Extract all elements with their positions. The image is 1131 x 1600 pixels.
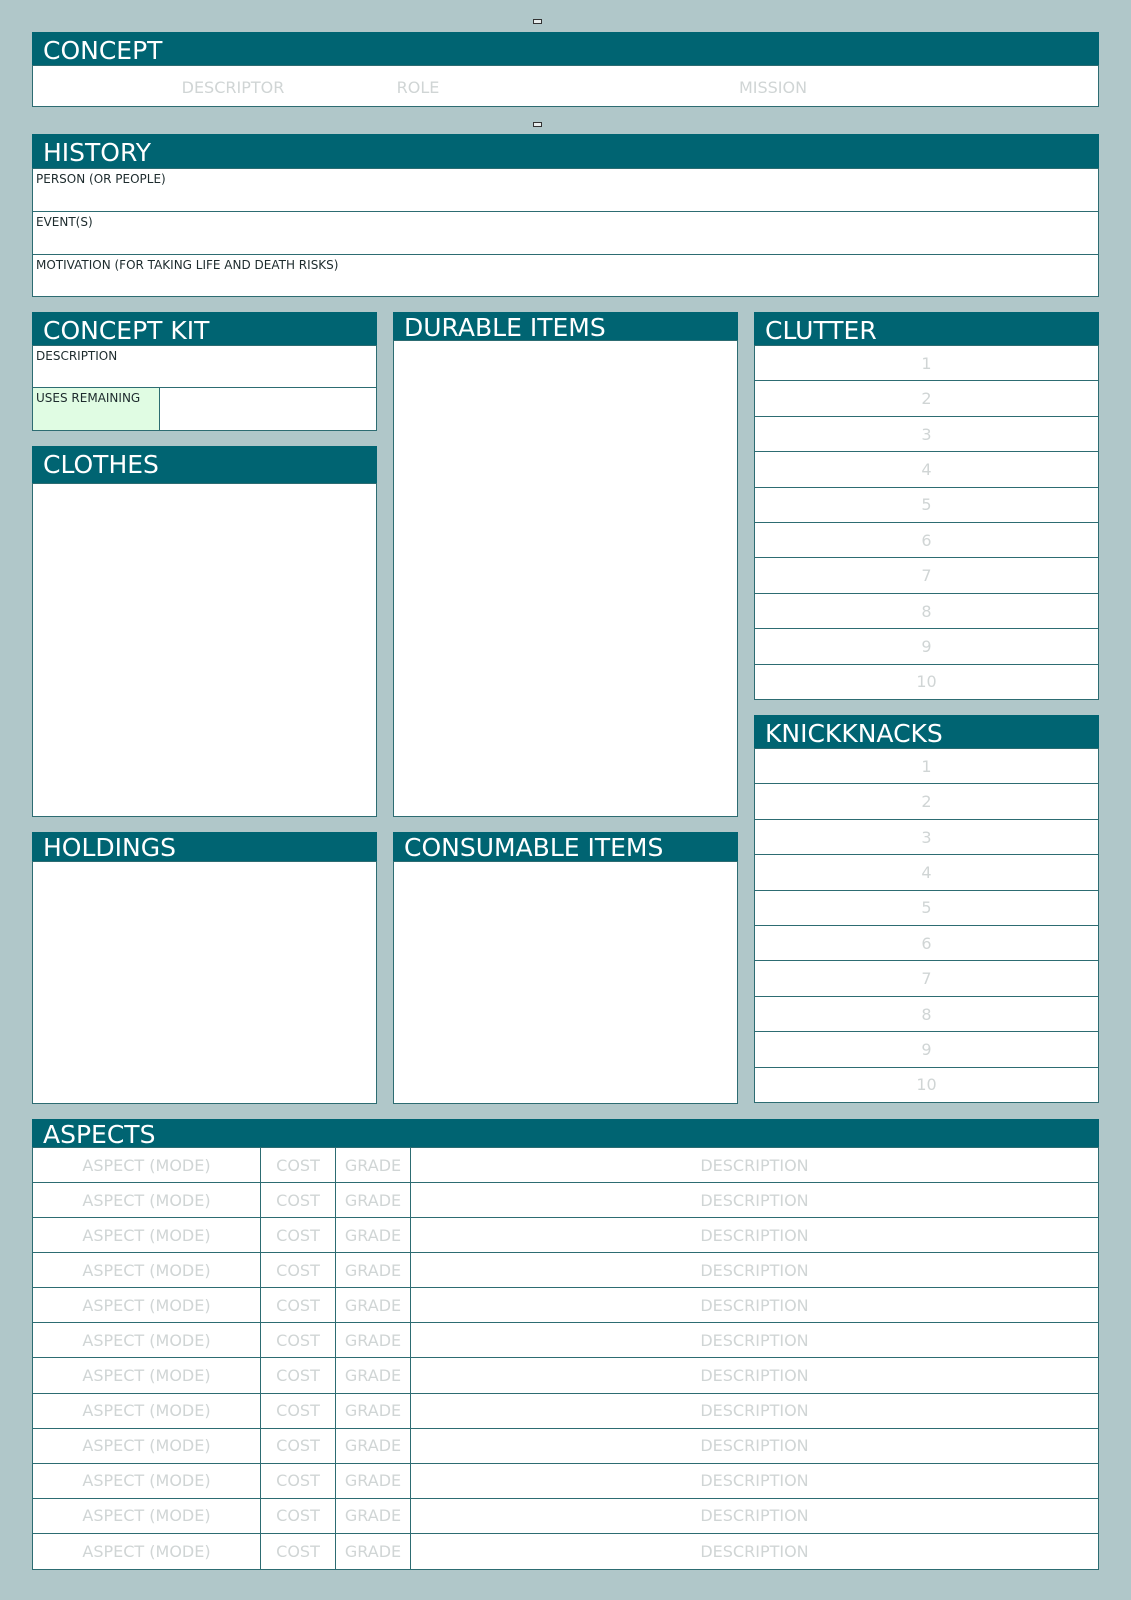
aspect-row xyxy=(33,1358,1098,1393)
concept-header: CONCEPT xyxy=(32,32,1099,65)
knickknack-slot[interactable] xyxy=(755,855,1098,890)
aspect-aspect-placeholder: ASPECT (MODE) xyxy=(82,1541,211,1561)
aspect-cost-cell[interactable] xyxy=(261,1534,336,1569)
aspect-grade-placeholder: GRADE xyxy=(344,1541,402,1561)
aspect-cost-cell[interactable] xyxy=(261,1323,336,1357)
aspect-description-cell[interactable] xyxy=(411,1394,1098,1428)
aspect-aspect-cell[interactable] xyxy=(33,1148,261,1182)
aspect-row xyxy=(33,1288,1098,1323)
aspect-row xyxy=(33,1323,1098,1358)
aspect-row xyxy=(33,1394,1098,1429)
aspect-description-placeholder: DESCRIPTION xyxy=(700,1401,809,1421)
aspect-cost-placeholder: COST xyxy=(276,1225,320,1245)
events-field[interactable] xyxy=(33,212,1098,255)
descriptor-field[interactable]: DESCRIPTOR xyxy=(181,78,285,97)
knickknack-slot-number: 5 xyxy=(921,898,932,918)
aspect-description-cell[interactable] xyxy=(411,1429,1098,1463)
aspect-aspect-placeholder: ASPECT (MODE) xyxy=(82,1506,211,1526)
aspect-row xyxy=(33,1218,1098,1253)
uses-remaining-label: USES REMAINING xyxy=(36,391,141,405)
aspect-grade-placeholder: GRADE xyxy=(344,1366,402,1385)
aspect-aspect-cell[interactable] xyxy=(33,1323,261,1357)
aspect-description-placeholder: DESCRIPTION xyxy=(700,1541,809,1561)
aspect-cost-placeholder: COST xyxy=(276,1401,320,1421)
clutter-slot-number: 8 xyxy=(921,601,932,621)
aspect-description-placeholder: DESCRIPTION xyxy=(700,1295,809,1315)
clutter-slot-number: 1 xyxy=(921,353,932,373)
clutter-list xyxy=(754,345,1099,700)
motivation-field[interactable] xyxy=(33,255,1098,297)
aspect-grade-placeholder: GRADE xyxy=(344,1471,402,1491)
knickknack-slot[interactable] xyxy=(755,926,1098,961)
aspect-aspect-cell[interactable] xyxy=(33,1534,261,1569)
aspect-grade-placeholder: GRADE xyxy=(344,1295,402,1315)
knickknack-slot[interactable] xyxy=(755,1032,1098,1067)
aspect-aspect-cell[interactable] xyxy=(33,1218,261,1252)
aspect-description-cell[interactable] xyxy=(411,1183,1098,1217)
aspect-aspect-placeholder: ASPECT (MODE) xyxy=(82,1330,211,1350)
knickknack-slot-number: 1 xyxy=(921,756,932,776)
aspect-aspect-placeholder: ASPECT (MODE) xyxy=(82,1366,211,1385)
aspect-grade-placeholder: GRADE xyxy=(344,1155,402,1175)
aspect-description-placeholder: DESCRIPTION xyxy=(700,1330,809,1350)
clutter-slot[interactable] xyxy=(755,594,1098,629)
aspect-row xyxy=(33,1499,1098,1534)
role-field[interactable]: ROLE xyxy=(396,78,440,97)
aspect-cost-placeholder: COST xyxy=(276,1260,320,1280)
concept-kit-fields xyxy=(32,345,377,431)
aspects-header: ASPECTS xyxy=(32,1119,1099,1147)
clutter-slot-number: 10 xyxy=(916,672,937,692)
clutter-slot-number: 6 xyxy=(921,530,932,550)
clutter-slot[interactable] xyxy=(755,558,1098,593)
aspect-aspect-cell[interactable] xyxy=(33,1253,261,1287)
knickknack-slot-number: 7 xyxy=(921,969,932,989)
knickknack-slot-number: 3 xyxy=(921,827,932,847)
knickknacks-header: KNICKKNACKS xyxy=(754,715,1099,748)
aspect-aspect-cell[interactable] xyxy=(33,1499,261,1533)
aspect-description-placeholder: DESCRIPTION xyxy=(700,1190,809,1210)
aspect-aspect-placeholder: ASPECT (MODE) xyxy=(82,1225,211,1245)
aspect-cost-cell[interactable] xyxy=(261,1218,336,1252)
aspect-grade-cell[interactable] xyxy=(336,1499,411,1533)
motivation-label: MOTIVATION (FOR TAKING LIFE AND DEATH RISKS) xyxy=(36,258,339,272)
aspect-cost-placeholder: COST xyxy=(276,1155,320,1175)
aspect-cost-cell[interactable] xyxy=(261,1253,336,1287)
clutter-slot[interactable] xyxy=(755,488,1098,523)
aspect-grade-placeholder: GRADE xyxy=(344,1401,402,1421)
aspect-grade-cell[interactable] xyxy=(336,1323,411,1357)
knickknack-slot[interactable] xyxy=(755,784,1098,819)
aspect-description-placeholder: DESCRIPTION xyxy=(700,1225,809,1245)
aspect-aspect-cell[interactable] xyxy=(33,1358,261,1392)
knickknack-slot-number: 6 xyxy=(921,933,932,953)
knickknack-slot-number: 4 xyxy=(921,862,932,882)
clutter-slot-number: 9 xyxy=(921,636,932,656)
aspect-cost-cell[interactable] xyxy=(261,1499,336,1533)
aspect-description-cell[interactable] xyxy=(411,1499,1098,1533)
aspect-aspect-placeholder: ASPECT (MODE) xyxy=(82,1260,211,1280)
durable-items-header: DURABLE ITEMS xyxy=(393,312,738,340)
aspect-cost-placeholder: COST xyxy=(276,1436,320,1456)
clutter-slot[interactable] xyxy=(755,417,1098,452)
aspect-cost-cell[interactable] xyxy=(261,1288,336,1322)
aspect-aspect-placeholder: ASPECT (MODE) xyxy=(82,1295,211,1315)
aspect-description-cell[interactable] xyxy=(411,1148,1098,1182)
knickknack-slot[interactable] xyxy=(755,820,1098,855)
aspect-cost-placeholder: COST xyxy=(276,1506,320,1526)
durable-items-area[interactable] xyxy=(393,340,738,817)
clutter-slot-number: 5 xyxy=(921,495,932,515)
aspect-grade-cell[interactable] xyxy=(336,1358,411,1392)
knickknack-slot-number: 9 xyxy=(921,1039,932,1059)
clutter-slot[interactable] xyxy=(755,346,1098,381)
kit-description-field[interactable] xyxy=(33,346,376,388)
aspect-grade-cell[interactable] xyxy=(336,1218,411,1252)
clutter-slot[interactable] xyxy=(755,381,1098,416)
aspect-grade-cell[interactable] xyxy=(336,1429,411,1463)
aspect-description-cell[interactable] xyxy=(411,1358,1098,1392)
aspect-grade-cell[interactable] xyxy=(336,1394,411,1428)
aspect-grade-cell[interactable] xyxy=(336,1253,411,1287)
clutter-slot[interactable] xyxy=(755,523,1098,558)
clutter-slot[interactable] xyxy=(755,452,1098,487)
knickknacks-list xyxy=(754,748,1099,1103)
aspect-description-cell[interactable] xyxy=(411,1464,1098,1498)
collapse-marker-history[interactable] xyxy=(533,122,542,127)
aspect-description-cell[interactable] xyxy=(411,1323,1098,1357)
aspect-grade-cell[interactable] xyxy=(336,1288,411,1322)
clutter-slot[interactable] xyxy=(755,629,1098,664)
aspect-aspect-cell[interactable] xyxy=(33,1183,261,1217)
aspects-table xyxy=(32,1147,1099,1570)
aspect-description-cell[interactable] xyxy=(411,1218,1098,1252)
aspect-description-placeholder: DESCRIPTION xyxy=(700,1506,809,1526)
aspect-aspect-placeholder: ASPECT (MODE) xyxy=(82,1155,211,1175)
aspect-cost-placeholder: COST xyxy=(276,1366,320,1385)
aspect-aspect-placeholder: ASPECT (MODE) xyxy=(82,1471,211,1491)
aspect-grade-cell[interactable] xyxy=(336,1464,411,1498)
aspect-grade-placeholder: GRADE xyxy=(344,1506,402,1526)
aspect-aspect-cell[interactable] xyxy=(33,1429,261,1463)
aspect-cost-cell[interactable] xyxy=(261,1394,336,1428)
clutter-slot-number: 3 xyxy=(921,424,932,444)
clutter-slot-number: 7 xyxy=(921,566,932,586)
knickknack-slot-number: 10 xyxy=(916,1075,937,1095)
aspect-cost-cell[interactable] xyxy=(261,1148,336,1182)
aspect-cost-cell[interactable] xyxy=(261,1183,336,1217)
uses-remaining-label-cell xyxy=(33,388,160,430)
aspect-aspect-cell[interactable] xyxy=(33,1394,261,1428)
aspect-description-placeholder: DESCRIPTION xyxy=(700,1436,809,1456)
aspect-row xyxy=(33,1253,1098,1288)
aspect-aspect-placeholder: ASPECT (MODE) xyxy=(82,1190,211,1210)
aspect-cost-cell[interactable] xyxy=(261,1358,336,1392)
holdings-area[interactable] xyxy=(32,861,377,1104)
aspect-row xyxy=(33,1148,1098,1183)
aspect-description-placeholder: DESCRIPTION xyxy=(700,1471,809,1491)
clutter-slot[interactable] xyxy=(755,665,1098,699)
knickknack-slot[interactable] xyxy=(755,1068,1098,1102)
clothes-area[interactable] xyxy=(32,483,377,817)
concept-kit-header: CONCEPT KIT xyxy=(32,312,377,345)
holdings-header: HOLDINGS xyxy=(32,832,377,861)
clutter-header: CLUTTER xyxy=(754,312,1099,345)
knickknack-slot[interactable] xyxy=(755,891,1098,926)
consumable-items-area[interactable] xyxy=(393,861,738,1104)
collapse-marker-concept[interactable] xyxy=(533,19,542,24)
aspect-row xyxy=(33,1464,1098,1499)
aspect-cost-placeholder: COST xyxy=(276,1471,320,1491)
aspect-grade-placeholder: GRADE xyxy=(344,1225,402,1245)
aspect-aspect-placeholder: ASPECT (MODE) xyxy=(82,1436,211,1456)
events-label: EVENT(S) xyxy=(36,215,93,229)
person-label: PERSON (OR PEOPLE) xyxy=(36,172,166,186)
aspect-grade-cell[interactable] xyxy=(336,1148,411,1182)
uses-remaining-field[interactable] xyxy=(160,388,376,430)
person-field[interactable] xyxy=(33,169,1098,212)
aspect-cost-cell[interactable] xyxy=(261,1464,336,1498)
aspect-grade-cell[interactable] xyxy=(336,1534,411,1569)
aspect-description-placeholder: DESCRIPTION xyxy=(700,1155,809,1175)
aspect-row xyxy=(33,1429,1098,1464)
aspect-cost-cell[interactable] xyxy=(261,1429,336,1463)
aspect-aspect-cell[interactable] xyxy=(33,1464,261,1498)
aspect-row xyxy=(33,1183,1098,1218)
aspect-description-placeholder: DESCRIPTION xyxy=(700,1366,809,1385)
aspect-aspect-placeholder: ASPECT (MODE) xyxy=(82,1401,211,1421)
aspect-grade-placeholder: GRADE xyxy=(344,1436,402,1456)
concept-fields xyxy=(32,65,1099,107)
knickknack-slot-number: 8 xyxy=(921,1004,932,1024)
aspect-grade-placeholder: GRADE xyxy=(344,1190,402,1210)
knickknack-slot[interactable] xyxy=(755,749,1098,784)
knickknack-slot[interactable] xyxy=(755,961,1098,996)
aspect-cost-placeholder: COST xyxy=(276,1541,320,1561)
clutter-slot-number: 4 xyxy=(921,459,932,479)
aspect-description-cell[interactable] xyxy=(411,1534,1098,1569)
knickknack-slot-number: 2 xyxy=(921,792,932,812)
mission-field[interactable]: MISSION xyxy=(738,78,808,97)
consumable-items-header: CONSUMABLE ITEMS xyxy=(393,832,738,861)
aspect-aspect-cell[interactable] xyxy=(33,1288,261,1322)
aspect-description-placeholder: DESCRIPTION xyxy=(700,1260,809,1280)
clutter-slot-number: 2 xyxy=(921,389,932,409)
kit-description-label: DESCRIPTION xyxy=(36,349,118,363)
aspect-cost-placeholder: COST xyxy=(276,1295,320,1315)
aspect-description-cell[interactable] xyxy=(411,1288,1098,1322)
aspect-cost-placeholder: COST xyxy=(276,1190,320,1210)
clothes-header: CLOTHES xyxy=(32,446,377,483)
aspect-grade-placeholder: GRADE xyxy=(344,1330,402,1350)
aspect-description-cell[interactable] xyxy=(411,1253,1098,1287)
aspect-grade-placeholder: GRADE xyxy=(344,1260,402,1280)
aspect-row xyxy=(33,1534,1098,1569)
aspect-cost-placeholder: COST xyxy=(276,1330,320,1350)
history-header: HISTORY xyxy=(32,134,1099,168)
knickknack-slot[interactable] xyxy=(755,997,1098,1032)
history-fields xyxy=(32,168,1099,297)
aspect-grade-cell[interactable] xyxy=(336,1183,411,1217)
